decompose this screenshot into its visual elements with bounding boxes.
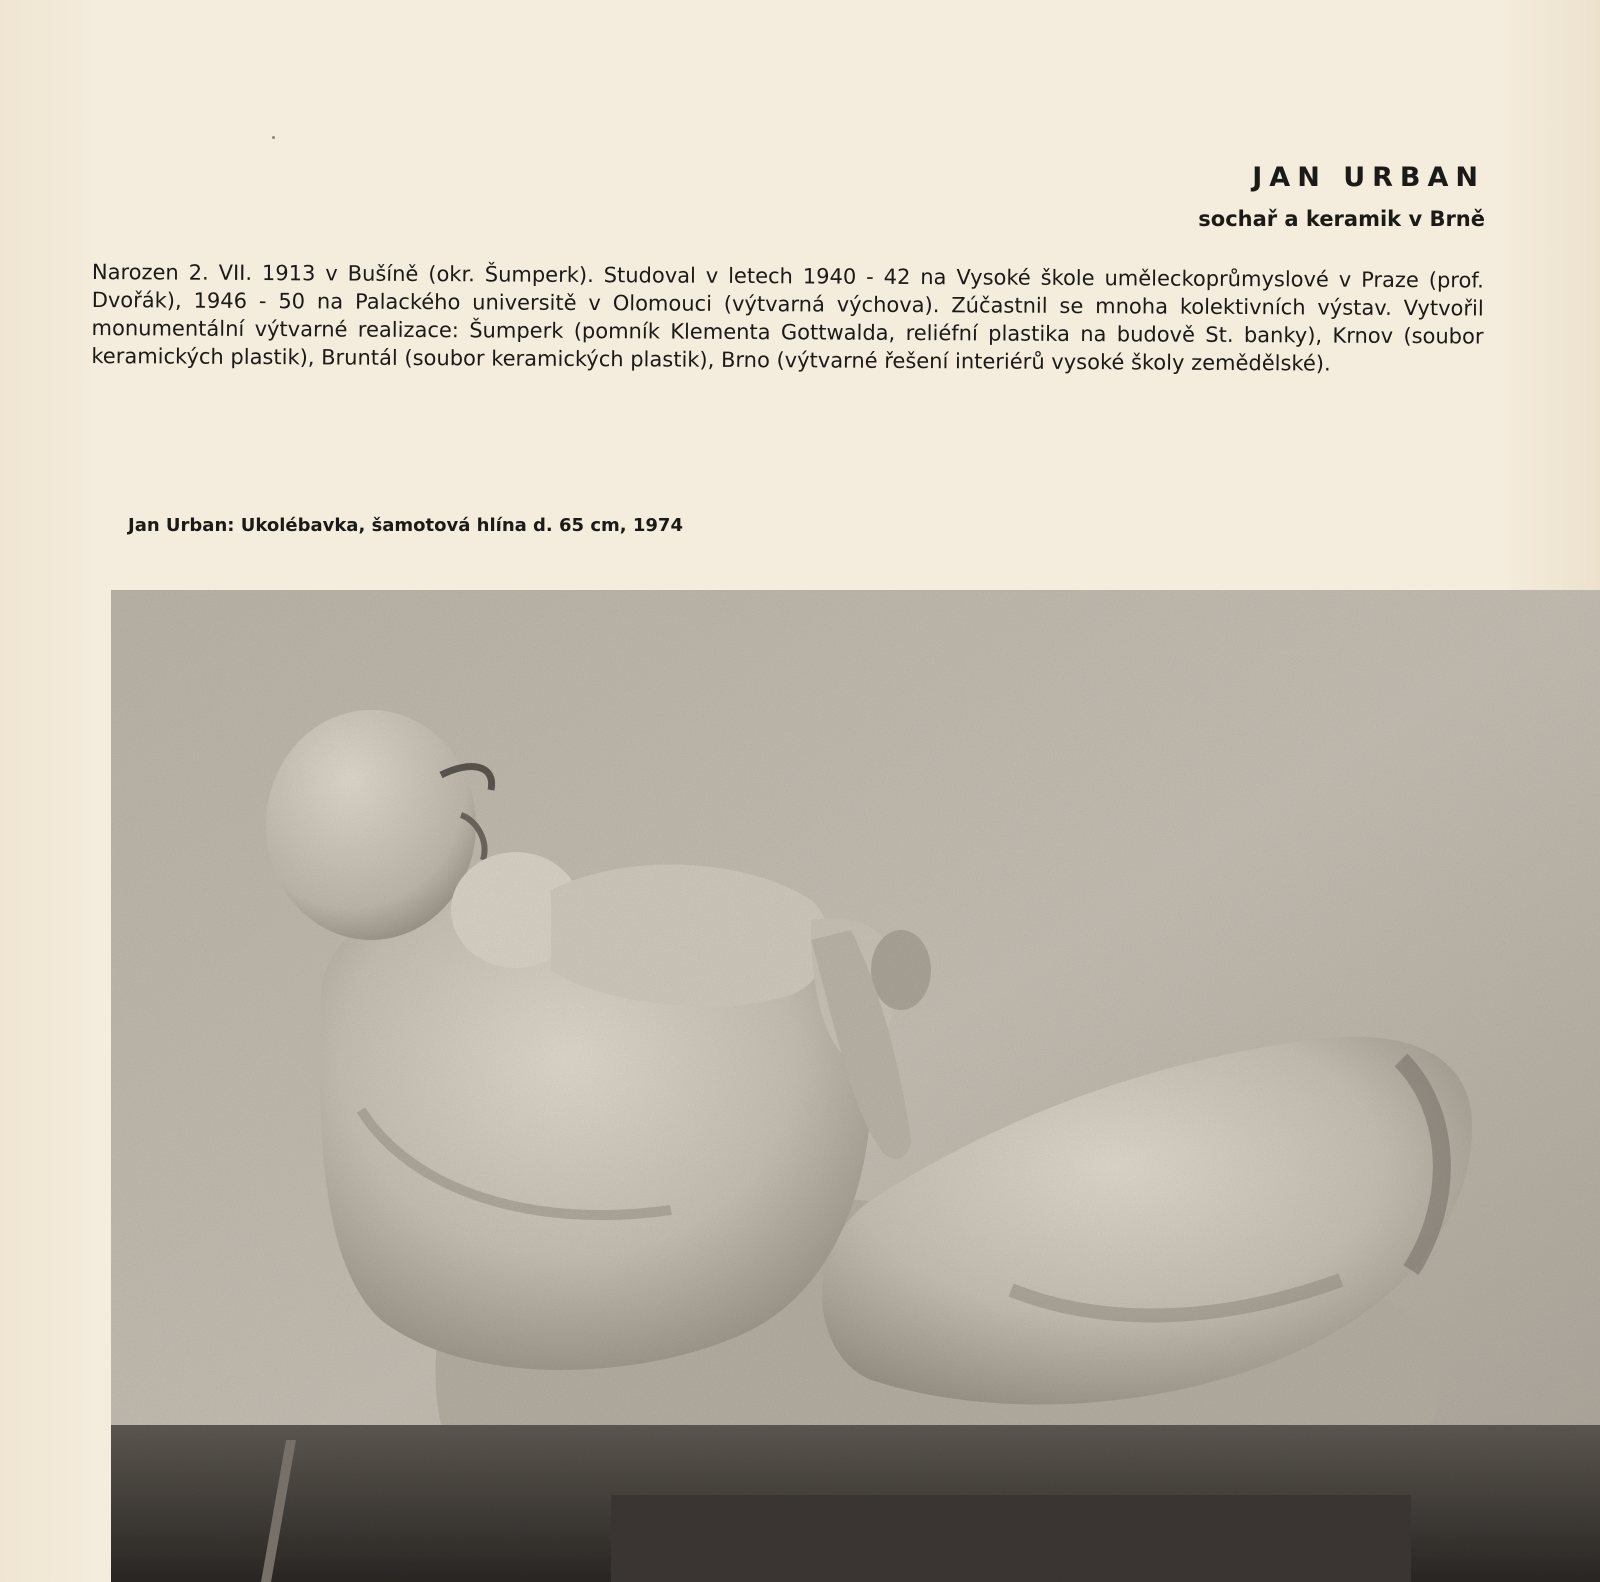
sculpture-photo-image (111, 590, 1600, 1582)
sculpture-photo (111, 590, 1600, 1582)
artist-header (1198, 158, 1485, 236)
paper-speck (272, 136, 275, 139)
artist-name: JAN URBAN (1252, 162, 1485, 193)
artist-biography: Narozen 2. VII. 1913 v Bušíně (okr. Šumperk). Studoval v letech 1940 - 42 na Vysoké škole uměleckoprůmyslové v Praze (prof. Dvořák), 1946 - 50 na Palackého universitě v Olomouci (výtvarná výchova). Zúčastnil se mnoha kolektivních výstav. Vytvořil monumentální výtvarné realizace: Šumperk (pomník Klementa Gottwalda, reliéfní plastika na budově St. banky), Krnov (soubor keramických plastik), Bruntál (soubor keramických plastik), Brno (výtvarné řešení interiérů vysoké školy zemědělské). (91, 259, 1484, 376)
artist-role: sochař a keramik v Brně (1198, 207, 1485, 231)
artwork-caption: Jan Urban: Ukolébavka, šamotová hlína d. 65 cm, 1974 (128, 515, 683, 536)
